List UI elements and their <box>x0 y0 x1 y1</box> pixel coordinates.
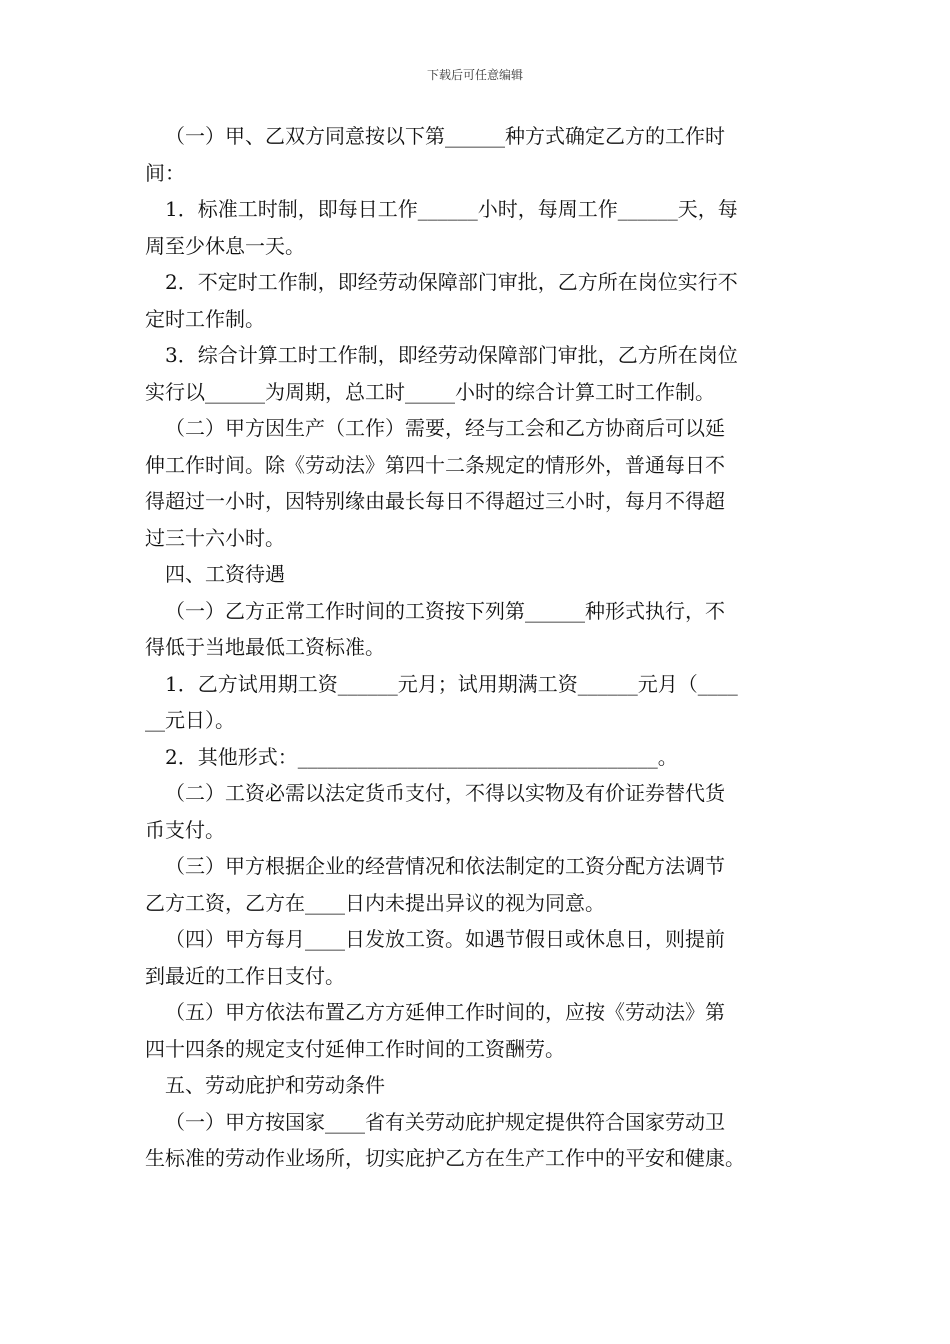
text-line: 间： <box>145 160 185 185</box>
text-line: 实行以______为周期，总工时_____小时的综合计算工时工作制。 <box>145 379 715 404</box>
text-line: （一）乙方正常工作时间的工资按下列第______种形式执行，不 <box>165 598 725 623</box>
page-header: 下载后可任意编辑 <box>426 68 523 82</box>
text-line: 得低于当地最低工资标准。 <box>145 635 385 659</box>
text-line: 3．综合计算工时工作制，即经劳动保障部门审批，乙方所在岗位 <box>165 343 738 367</box>
text-line: 四、工资待遇 <box>165 562 285 586</box>
text-line: （一）甲方按国家____省有关劳动庇护规定提供符合国家劳动卫 <box>165 1109 725 1134</box>
text-line: 生标准的劳动作业场所，切实庇护乙方在生产工作中的平安和健康。 <box>145 1146 745 1170</box>
text-line: （二）工资必需以法定货币支付，不得以实物及有价证券替代货 <box>165 781 725 805</box>
text-line: 到最近的工作日支付。 <box>145 963 345 988</box>
text-line: 四十四条的规定支付延伸工作时间的工资酬劳。 <box>145 1036 565 1061</box>
text-line: 伸工作时间。除《劳动法》第四十二条规定的情形外，普通每日不 <box>145 452 725 477</box>
text-line: 定时工作制。 <box>145 306 265 331</box>
text-line: 五、劳动庇护和劳动条件 <box>165 1073 385 1097</box>
text-line: __元日）。 <box>145 708 235 732</box>
text-line: （三）甲方根据企业的经营情况和依法制定的工资分配方法调节 <box>165 854 725 878</box>
text-line: （四）甲方每月____日发放工资。如遇节假日或休息日，则提前 <box>165 927 725 951</box>
text-line: （一）甲、乙双方同意按以下第______种方式确定乙方的工作时 <box>165 124 725 148</box>
text-line: 过三十六小时。 <box>145 525 285 550</box>
text-line: 1．标准工时制，即每日工作______小时，每周工作______天，每 <box>165 197 738 221</box>
text-line: 1．乙方试用期工资______元月；试用期满工资______元月（____ <box>165 671 738 696</box>
text-line: 2．其他形式：____________________________________。 <box>165 744 678 769</box>
text-line: 币支付。 <box>145 817 225 842</box>
text-line: （五）甲方依法布置乙方方延伸工作时间的，应按《劳动法》第 <box>165 1000 725 1024</box>
text-line: （二）甲方因生产（工作）需要，经与工会和乙方协商后可以延 <box>165 416 725 440</box>
text-line: 2．不定时工作制，即经劳动保障部门审批，乙方所在岗位实行不 <box>165 270 738 294</box>
text-line: 得超过一小时，因特别缘由最长每日不得超过三小时，每月不得超 <box>145 489 725 513</box>
text-line: 周至少休息一天。 <box>145 233 305 258</box>
document-body <box>145 118 825 1177</box>
text-line: 乙方工资，乙方在____日内未提出异议的视为同意。 <box>145 890 605 915</box>
